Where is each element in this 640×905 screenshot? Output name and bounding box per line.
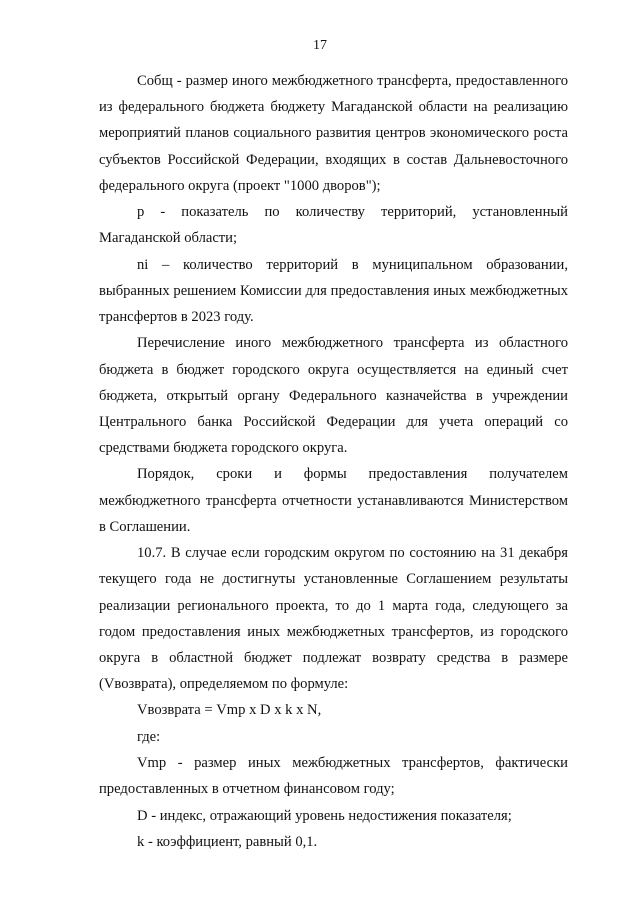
formula: Vвозврата = Vmp x D x k x N, [137,702,322,719]
document-body [99,68,568,855]
paragraph-ni-definition: ni – количество территорий в муниципальном образовании, выбранных решением Комиссии для предоставления иных межбюджетных трансфертов в 2023 году. [99,256,568,326]
paragraph-reporting: Порядок, сроки и формы предоставления получателем межбюджетного трансферта отчетности устанавливаются Министерством в Соглашении. [99,466,568,535]
where-label: где: [137,728,161,745]
paragraph-10-7: 10.7. В случае если городским округом по состоянию на 31 декабря текущего года не достигнуты установленные Соглашением результаты реализации регионального проекта, то до 1 марта года, следующего за годом предоставления иных межбюджетных трансфертов, из городского округа в областной бюджет подлежат возврату средства в размере (Vвозврата), определяемом по формуле: [99,545,568,693]
paragraph-vmp-definition: Vmp - размер иных межбюджетных трансфертов, фактически предоставленных в отчетном финансовом году; [99,755,568,798]
page-number: 17 [313,38,327,53]
paragraph-k-definition: k - коэффициент, равный 0,1. [137,833,318,850]
paragraph-d-definition: D - индекс, отражающий уровень недостижения показателя; [137,807,512,824]
paragraph-sobshch-definition: Собщ - размер иного межбюджетного трансферта, предоставленного из федерального бюджета бюджету Магаданской области на реализацию мероприятий планов социального развития центров экономического роста субъектов Российской Федерации, входящих в состав Дальневосточного федерального округа (проект "1000 дворов"); [99,73,568,194]
paragraph-p-definition: p - показатель по количеству территорий, установленный Магаданской области; [99,204,568,247]
paragraph-transfer-procedure: Перечисление иного межбюджетного трансферта из областного бюджета в бюджет городского округа осуществляется на единый счет бюджета, открытый органу Федерального казначейства в учреждении Центрального банка Российской Федерации для учета операций со средствами бюджета городского округа. [99,335,568,457]
